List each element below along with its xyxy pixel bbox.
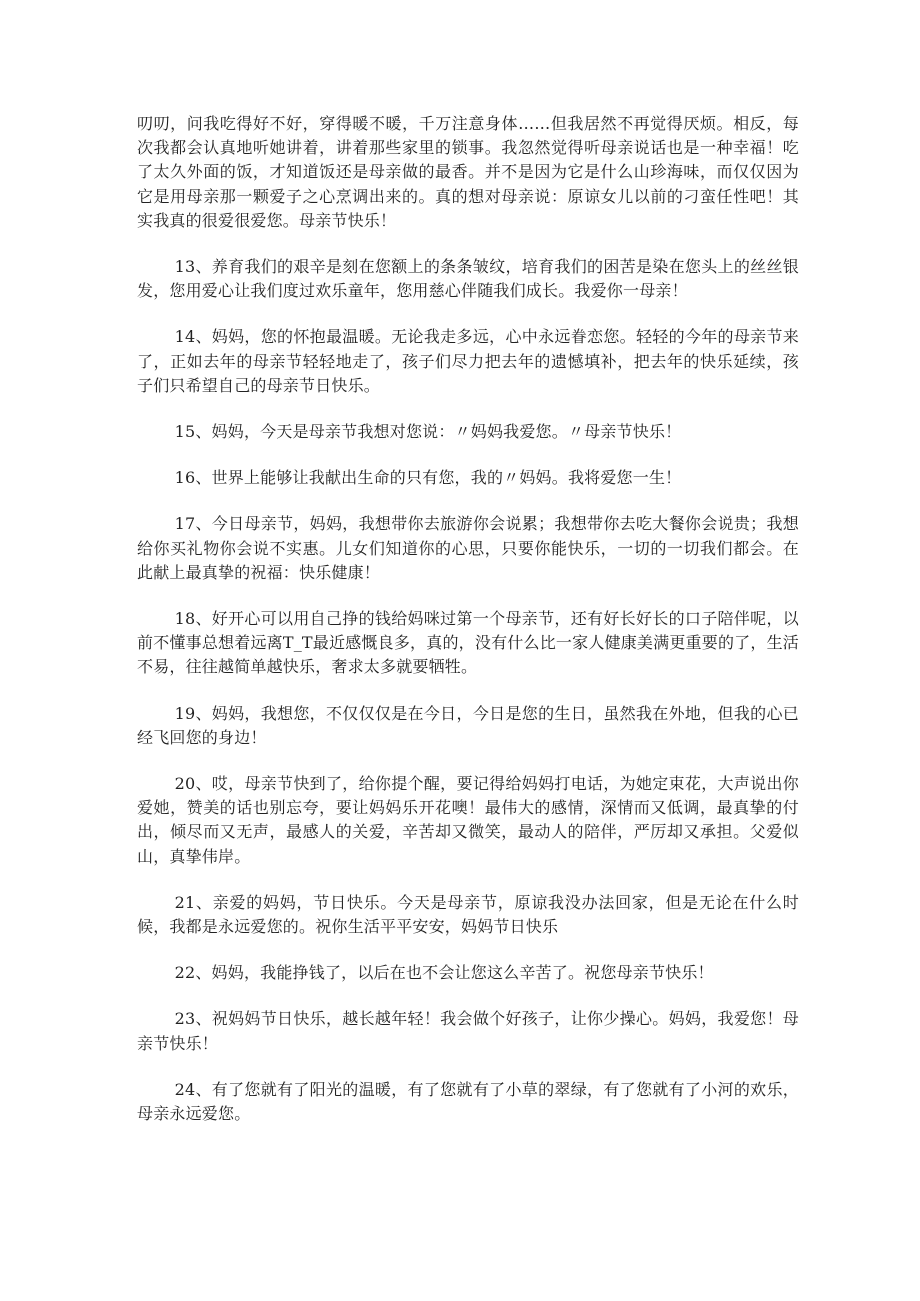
paragraph-19: 19、妈妈，我想您，不仅仅仅是在今日，今日是您的生日，虽然我在外地，但我的心已经飞回您的身边！	[137, 703, 799, 747]
paragraph-20: 20、哎，母亲节快到了，给你提个醒，要记得给妈妈打电话，为她定束花，大声说出你爱她，赞美的话也别忘夸，要让妈妈乐开花噢！最伟大的感情，深情而又低调，最真挚的付出，倾尽而又无声，最感人的关爱，辛苦却又微笑，最动人的陪伴，严厉却又承担。父爱似山，真挚伟岸。	[137, 774, 799, 866]
document-body	[137, 112, 799, 1126]
paragraph-14: 14、妈妈，您的怀抱最温暖。无论我走多远，心中永远眷恋您。轻轻的今年的母亲节来了，正如去年的母亲节轻轻地走了，孩子们尽力把去年的遗憾填补，把去年的快乐延续，孩子们只希望自己的母亲节日快乐。	[137, 327, 799, 395]
paragraph-23: 23、祝妈妈节日快乐，越长越年轻！我会做个好孩子，让你少操心。妈妈，我爱您！母亲节快乐！	[137, 1009, 799, 1053]
paragraph-16: 16、世界上能够让我献出生命的只有您，我的〃妈妈。我将爱您一生！	[174, 468, 682, 488]
paragraph-21: 21、亲爱的妈妈，节日快乐。今天是母亲节，原谅我没办法回家，但是无论在什么时候，我都是永远爱您的。祝你生活平平安安，妈妈节日快乐	[137, 892, 799, 937]
paragraph-18: 18、好开心可以用自己挣的钱给妈咪过第一个母亲节，还有好长好长的口子陪伴呢，以前不懂事总想着远离T_T最近感慨良多，真的，没有什么比一家人健康美满更重要的了，生活不易，往往越简单越快乐，奢求太多就要牺牲。	[137, 609, 799, 677]
paragraph-13: 13、养育我们的艰辛是刻在您额上的条条皱纹，培育我们的困苦是染在您头上的丝丝银发，您用爱心让我们度过欢乐童年，您用慈心伴随我们成长。我爱你一母亲！	[137, 257, 799, 301]
paragraph-continuation: 叨叨，问我吃得好不好，穿得暖不暖，千万注意身体……但我居然不再觉得厌烦。相反，每次我都会认真地听她讲着，讲着那些家里的锁事。我忽然觉得听母亲说话也是一种幸福！吃了太久外面的饭，才知道饭还是母亲做的最香。并不是因为它是什么山珍海味，而仅仅因为它是用母亲那一颗爱子之心烹调出来的。真的想对母亲说：原谅女儿以前的刁蛮任性吧！其实我真的很爱很爱您。母亲节快乐！	[137, 114, 799, 230]
paragraph-22: 22、妈妈，我能挣钱了，以后在也不会让您这么辛苦了。祝您母亲节快乐！	[174, 963, 714, 983]
paragraph-17: 17、今日母亲节，妈妈，我想带你去旅游你会说累；我想带你去吃大餐你会说贵；我想给你买礼物你会说不实惠。儿女们知道你的心思，只要你能快乐，一切的一切我们都会。在此献上最真挚的祝福：快乐健康！	[137, 514, 799, 582]
paragraph-24: 24、有了您就有了阳光的温暖，有了您就有了小草的翠绿，有了您就有了小河的欢乐，母亲永远爱您。	[137, 1079, 799, 1124]
paragraph-15: 15、妈妈，今天是母亲节我想对您说：〃妈妈我爱您。〃母亲节快乐！	[174, 422, 682, 442]
